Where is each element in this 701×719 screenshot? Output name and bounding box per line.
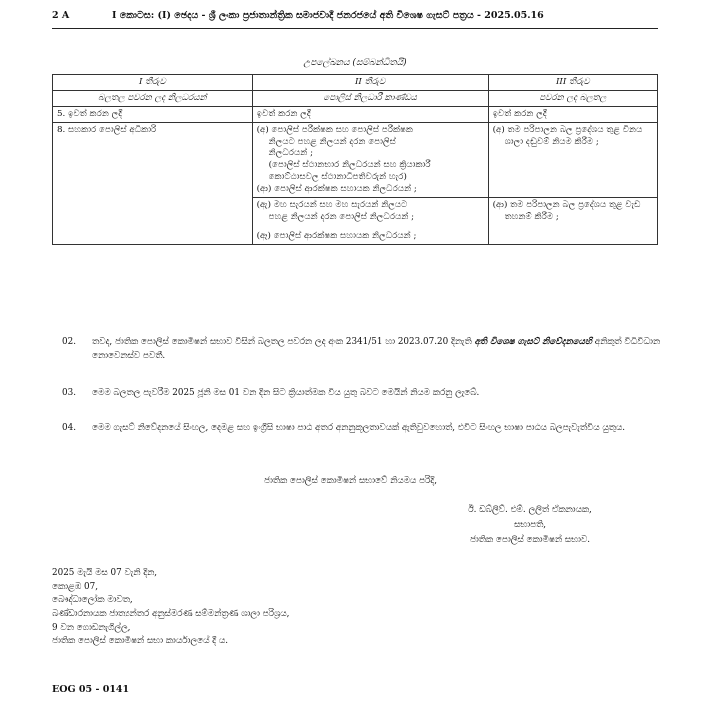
row-5-power: ඉවත් කරන ලදී [488, 106, 657, 122]
category-line: පහළ නිලයන් දරන පොලිස් නිලධරයන් ; [268, 211, 415, 222]
address-line: ජාතික පොලිස් කොමිෂන් සභා කාර්යාලයේ දී ය. [52, 636, 229, 647]
column-3-subheader: පවරන ලද බලතල [488, 90, 657, 106]
gazette-reference-emphasis: අති විශෙෂ ගැසට් නිවේදනයෙහි [474, 337, 592, 347]
paragraph-number: 03. [62, 388, 76, 398]
power-line: ශාලා දඬුවම් නියම කිරීම ; [504, 136, 599, 147]
address-line: බෞද්ධාලෝක මාවත, [52, 595, 133, 606]
gazette-title: I කොටස: (I) ඡෙදය - ශ්‍රී ලංකා ප්‍රජාතාන්ත්‍රික සමාජවාදී ජනරජයේ අති විශෙෂ ගැසට් පත්‍රය - 2025.05.16 [112, 10, 544, 21]
category-line: (ඈ) පොලිස් ආරක්ෂක සහායක නිලධරයන් ; [256, 230, 417, 241]
paragraph-number: 02. [62, 337, 76, 347]
date-address-block [52, 567, 452, 649]
schedule-table [52, 74, 658, 245]
subheader-row [53, 90, 658, 106]
signatory-title: සභාපති, [513, 519, 547, 530]
date-line: 2025 මැයි මස 07 වැනි දින, [52, 568, 158, 578]
paragraph-text-tail: අනිකුත් විධිවිධාන නොවෙනස්ව පවතී. [92, 337, 661, 361]
category-line: (ආ) පොලිස් ආරක්ෂක සහායක නිලධරයන් ; [256, 184, 417, 194]
paragraph-text: මෙම ගැසට් නිවේදනයේ සිංහල, දෙමළ සහ ඉංග්‍රීසි භාෂා පාඨ අතර අනනුකූලතාවයක් ඇතිවුවහොත්, එවිට සිංහල භාෂා පාඨය බලපැවැත්විය යුතුය. [92, 423, 626, 433]
closing-line: ජාතික පොලිස් කොමිෂන් සභාවේ නියමය පරිදි, [264, 476, 437, 486]
row-8-officer: 8. සහකාර පොලිස් අධිකාරි [53, 122, 253, 244]
page-number: 2 A [52, 10, 70, 21]
row-8-power-a [488, 122, 657, 197]
page-header [52, 10, 658, 29]
address-line: 9 වන ගොඩනැගිල්ල, [52, 622, 131, 633]
paragraph-02 [62, 336, 662, 363]
paragraph-text-main: තවද, ජාතික පොලිස් කොමිෂන් සභාව විසින් බලතල පවරන ලද අංක 2341/51 හා 2023.07.20 දිනැති [92, 337, 475, 347]
row-8-category-a [252, 122, 488, 197]
category-line: (ඇ) මහ සැරයන් සහ මහ සැරයන් නිලයට [256, 199, 408, 210]
category-line: නිලයට පහළ නිලයන් දරන පොලිස් [268, 136, 396, 147]
document-reference: EOG 05 - 0141 [52, 684, 130, 695]
row-8-category-b [252, 197, 488, 244]
address-line: කොළඹ 07, [52, 581, 99, 592]
power-line: තහනම් කිරීම ; [504, 211, 559, 222]
paragraph-text [92, 336, 662, 363]
signatory-organization: ජාතික පොලිස් කොමිෂන් සභාව. [469, 534, 591, 545]
column-2-subheader: පොලිස් නිලධාරී කාණ්ඩය [252, 90, 488, 106]
column-1-header: I තීරුව [53, 75, 253, 91]
power-line: (ආ) තම පරිපාලන බල ප්‍රදේශය තුළ වැඩ [492, 199, 641, 210]
paragraph-04 [62, 422, 662, 436]
category-line: නිලධරයන් ; [268, 148, 313, 159]
signature-block [420, 503, 640, 548]
column-3-header: III තීරුව [488, 75, 657, 91]
column-1-subheader: බලතල පවරන ලද නිලධරයන් [53, 90, 253, 106]
power-line: (අ) තම පරිපාලන බල ප්‍රදේශය තුළ විනය [492, 124, 643, 135]
row-8-power-b [488, 197, 657, 244]
paragraph-text: මෙම බලතල පැවරීම 2025 ජූනි මස 01 වන දින සිට ක්‍රියාත්මක විය යුතු බවට මෙයින් නියම කරනු ලැබේ. [92, 388, 480, 398]
table-row [53, 106, 658, 122]
category-line: (අ) පොලිස් පරීක්ෂක සහ පොලිස් පරීක්ෂක [256, 124, 413, 135]
table-row [53, 122, 658, 197]
paragraph-number: 04. [62, 423, 76, 433]
category-line: (පොලිස් ස්ථානභාර නිලධරයන් සහ ක්‍රියාකාරී [268, 160, 431, 171]
schedule-title: උපලේඛනය (සම්බන්ධිතයි) [303, 58, 407, 68]
address-line: බණ්ඩාරනායක ජාත්‍යන්තර අනුස්මරණ සම්මන්ත්‍රණ ශාලා පරිශ්‍රය, [52, 608, 290, 619]
column-header-row [53, 75, 658, 91]
category-line: කොට්ඨාසවල ස්ථානාධිපතිවරුන් හැර) [268, 172, 407, 183]
row-5-category: ඉවත් කරන ලදී [252, 106, 488, 122]
paragraph-03 [62, 387, 662, 401]
signatory-name: ඊ. ඩබ්ලිව්. එම්. ලලිත් ඒකනායක, [468, 505, 592, 515]
row-5-officer: 5. ඉවත් කරන ලදී [53, 106, 253, 122]
column-2-header: II තීරුව [252, 75, 488, 91]
